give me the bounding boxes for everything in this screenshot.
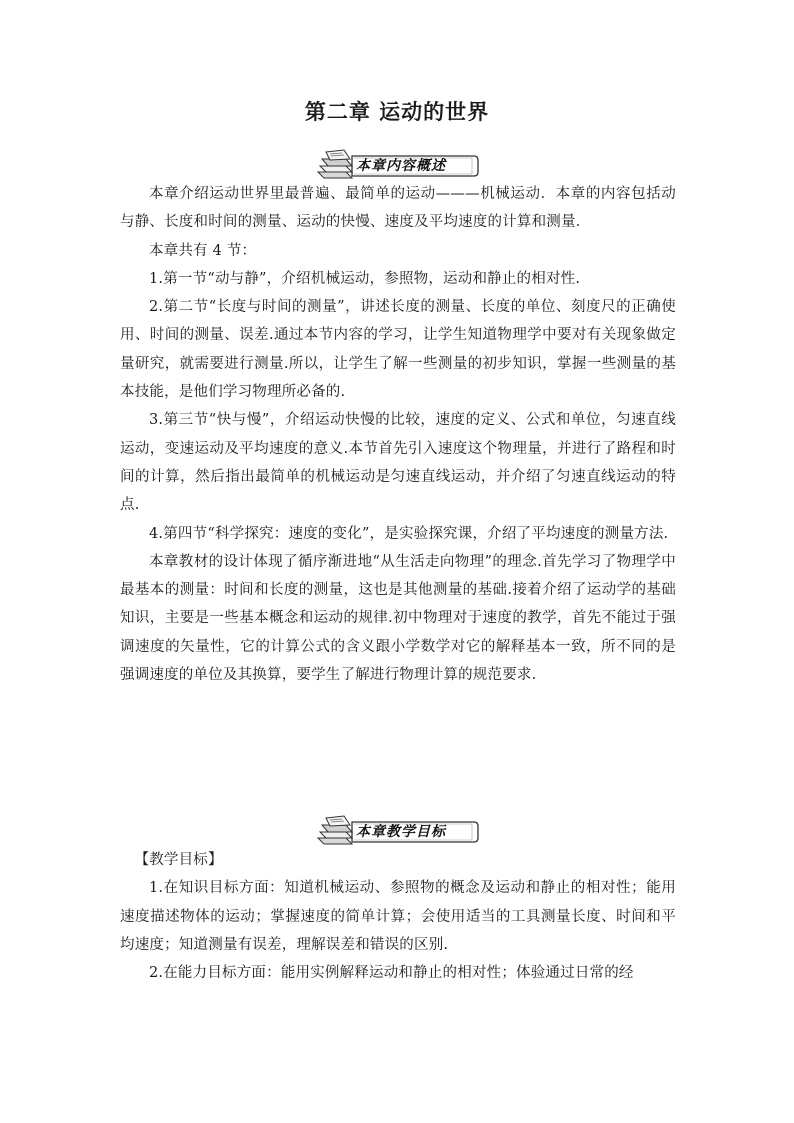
section-banner-goals (312, 812, 480, 848)
goals-heading: 【教学目标】 (134, 852, 223, 868)
section-banner-overview (312, 146, 480, 182)
banner-label: 本章教学目标 (356, 824, 446, 840)
goals-section (120, 846, 676, 987)
paragraph: 本章介绍运动世界里最普遍、最简单的运动———机械运动．本章的内容包括动与静、长度和时间的测量、运动的快慢、速度及平均速度的计算和测量． (120, 186, 676, 231)
paragraph: 2.在能力目标方面：能用实例解释运动和静止的相对性；体验通过日常的经 (149, 965, 634, 982)
banner-label: 本章内容概述 (356, 158, 446, 174)
chapter-title: 第二章 运动的世界 (304, 100, 490, 124)
paragraph: 本章教材的设计体现了循序渐进地“从生活走向物理”的理念.首先学习了物理学中最基本的测量：时间和长度的测量，这也是其他测量的基础.接着介绍了运动学的基础知识，主要是一些基本概念和运动的规律.初中物理对于速度的教学，首先不能过于强调速度的矢量性，它的计算公式的含义跟小学数学对它的解释基本一致，所不同的是强调速度的单位及其换算，要学生了解进行物理计算的规范要求. (120, 553, 676, 684)
paragraph: 3.第三节“快与慢”，介绍运动快慢的比较，速度的定义、公式和单位，匀速直线运动，变速运动及平均速度的意义.本节首先引入速度这个物理量，并进行了路程和时间的计算，然后指出最简单的机械运动是匀速直线运动，并介绍了匀速直线运动的特点. (120, 412, 676, 514)
paragraph: 本章共有 4 节： (149, 242, 257, 259)
overview-section (120, 180, 676, 689)
paragraph: 1.第一节“动与静”，介绍机械运动，参照物，运动和静止的相对性. (149, 270, 581, 287)
paragraph: 1.在知识目标方面：知道机械运动、参照物的概念及运动和静止的相对性；能用速度描述物体的运动；掌握速度的简单计算；会使用适当的工具测量长度、时间和平均速度；知道测量有误差，理解误差和错误的区别. (120, 880, 676, 953)
paragraph: 2.第二节“长度与时间的测量”，讲述长度的测量、长度的单位、刻度尺的正确使用、时间的测量、误差.通过本节内容的学习，让学生知道物理学中要对有关现象做定量研究，就需要进行测量.所以，让学生了解一些测量的初步知识，掌握一些测量的基本技能，是他们学习物理所必备的. (120, 299, 676, 401)
paragraph: 4.第四节“科学探究：速度的变化”，是实验探究课，介绍了平均速度的测量方法. (149, 525, 669, 542)
